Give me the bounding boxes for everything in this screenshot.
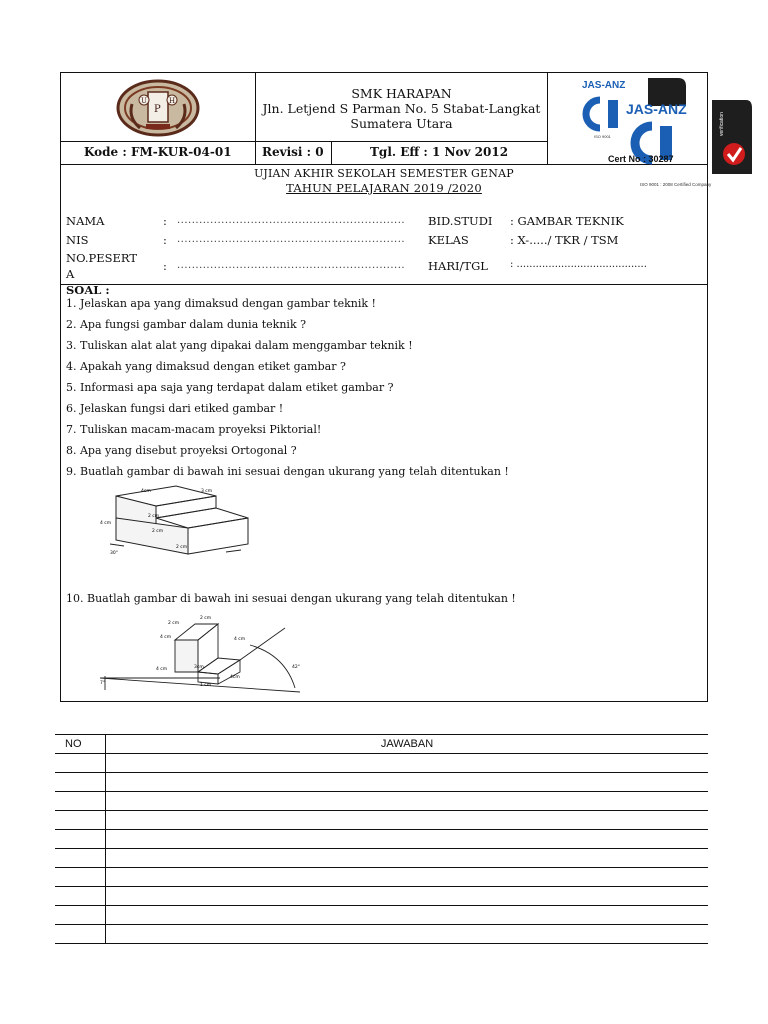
hari-value[interactable]: : ......................................... [510, 259, 647, 270]
nopeserta-label-2: A [66, 267, 75, 281]
dimension-label: 4 cm [160, 635, 172, 640]
dimension-label: 30° [110, 551, 118, 556]
cert-no-text: Cert No : 30287 [608, 154, 674, 164]
jasanz-small-text: JAS-ANZ [582, 80, 626, 91]
iso-small-text: ISO 9001 [594, 134, 611, 139]
kode-row-divider [60, 141, 548, 142]
question-6: 6. Jelaskan fungsi dari etiked gambar ! [66, 402, 284, 415]
dimension-label: 7° [100, 681, 106, 686]
bidstudi-value: : GAMBAR TEKNIK [510, 214, 624, 228]
question-10: 10. Buatlah gambar di bawah ini sesuai dengan ukurang yang telah ditentukan ! [66, 592, 516, 605]
answer-row[interactable] [55, 792, 708, 811]
question-3: 3. Tuliskan alat alat yang dipakai dalam menggambar teknik ! [66, 339, 413, 352]
dimension-label: 4cm [141, 489, 151, 494]
question-8: 8. Apa yang disebut proyeksi Ortogonal ? [66, 444, 297, 457]
dimension-label: 2 cm [176, 545, 188, 550]
col-no-header: NO [55, 735, 106, 754]
question-7: 7. Tuliskan macam-macam proyeksi Piktorial! [66, 423, 322, 436]
school-name: SMK HARAPAN [351, 86, 452, 101]
question-4: 4. Apakah yang dimaksud dengan etiket gambar ? [66, 360, 346, 373]
nis-input-line[interactable]: .............................................................. [177, 234, 406, 245]
nama-input-line[interactable]: .............................................................. [177, 215, 406, 226]
kode-label: Kode : FM-KUR-04-01 [84, 145, 232, 159]
dimension-label: 2 cm [200, 616, 212, 621]
col-jawaban-header: JAWABAN [106, 735, 709, 754]
svg-text:U: U [141, 97, 147, 105]
soal-heading: SOAL : [66, 283, 110, 297]
answer-row[interactable] [55, 906, 708, 925]
dimension-label: 2 cm [148, 514, 160, 519]
figure-stepped-block [96, 484, 268, 562]
nopeserta-colon: : [163, 259, 167, 273]
nama-colon: : [163, 214, 167, 228]
dimension-label: 4 cm [156, 667, 168, 672]
dimension-label: 3 cm [201, 489, 213, 494]
iso-note-text: ISO 9001 : 2008 Certified Company [640, 182, 712, 187]
nis-label: NIS [66, 233, 89, 247]
nama-label: NAMA [66, 214, 105, 228]
dimension-label: 42° [292, 665, 300, 670]
dimension-label: 1 cm [200, 683, 212, 688]
school-address-1: Jln. Letjend S Parman No. 5 Stabat-Langkat [262, 101, 541, 116]
figure-block-with-angle [100, 610, 310, 695]
bidstudi-label: BID.STUDI [428, 214, 493, 228]
kelas-value: : X-...../ TKR / TSM [510, 233, 619, 247]
answer-row[interactable] [55, 754, 708, 773]
jasanz-large-text: JAS-ANZ [626, 101, 687, 117]
question-5: 5. Informasi apa saja yang terdapat dalam etiket gambar ? [66, 381, 394, 394]
svg-text:H: H [169, 97, 176, 105]
answer-table-header [55, 735, 708, 754]
exam-year: TAHUN PELAJARAN 2019 /2020 [286, 181, 482, 195]
answer-row[interactable] [55, 773, 708, 792]
answer-row[interactable] [55, 849, 708, 868]
question-1: 1. Jelaskan apa yang dimaksud dengan gambar teknik ! [66, 297, 376, 310]
dimension-label: 4 cm [234, 637, 246, 642]
kelas-label: KELAS [428, 233, 469, 247]
dimension-label: 3cm [194, 665, 204, 670]
dimension-label: 2 cm [168, 621, 180, 626]
answer-row[interactable] [55, 887, 708, 906]
nopeserta-label-1: NO.PESERT [66, 251, 138, 265]
school-address-2: Sumatera Utara [350, 116, 453, 131]
answer-row[interactable] [55, 830, 708, 849]
question-2: 2. Apa fungsi gambar dalam dunia teknik ? [66, 318, 307, 331]
tgl-eff-label: Tgl. Eff : 1 Nov 2012 [370, 145, 509, 159]
hari-label: HARI/TGL [428, 259, 488, 273]
answer-row[interactable] [55, 925, 708, 944]
exam-title: UJIAN AKHIR SEKOLAH SEMESTER GENAP [254, 167, 514, 180]
revisi-label: Revisi : 0 [262, 145, 324, 159]
svg-text:P: P [154, 104, 161, 115]
nis-colon: : [163, 233, 167, 247]
identity-divider [60, 284, 708, 285]
answer-row[interactable] [55, 811, 708, 830]
school-logo [110, 78, 206, 138]
verification-text: verification [719, 112, 725, 136]
nopeserta-input-line[interactable]: .............................................................. [177, 260, 406, 271]
answer-row[interactable] [55, 868, 708, 887]
dimension-label: 2 cm [152, 529, 164, 534]
answer-table [55, 734, 708, 944]
dimension-label: 4 cm [100, 521, 112, 526]
dimension-label: 4cm [230, 675, 240, 680]
kode-col-divider [331, 141, 332, 164]
question-9: 9. Buatlah gambar di bawah ini sesuai dengan ukurang yang telah ditentukan ! [66, 465, 509, 478]
header-col-2 [547, 72, 548, 164]
